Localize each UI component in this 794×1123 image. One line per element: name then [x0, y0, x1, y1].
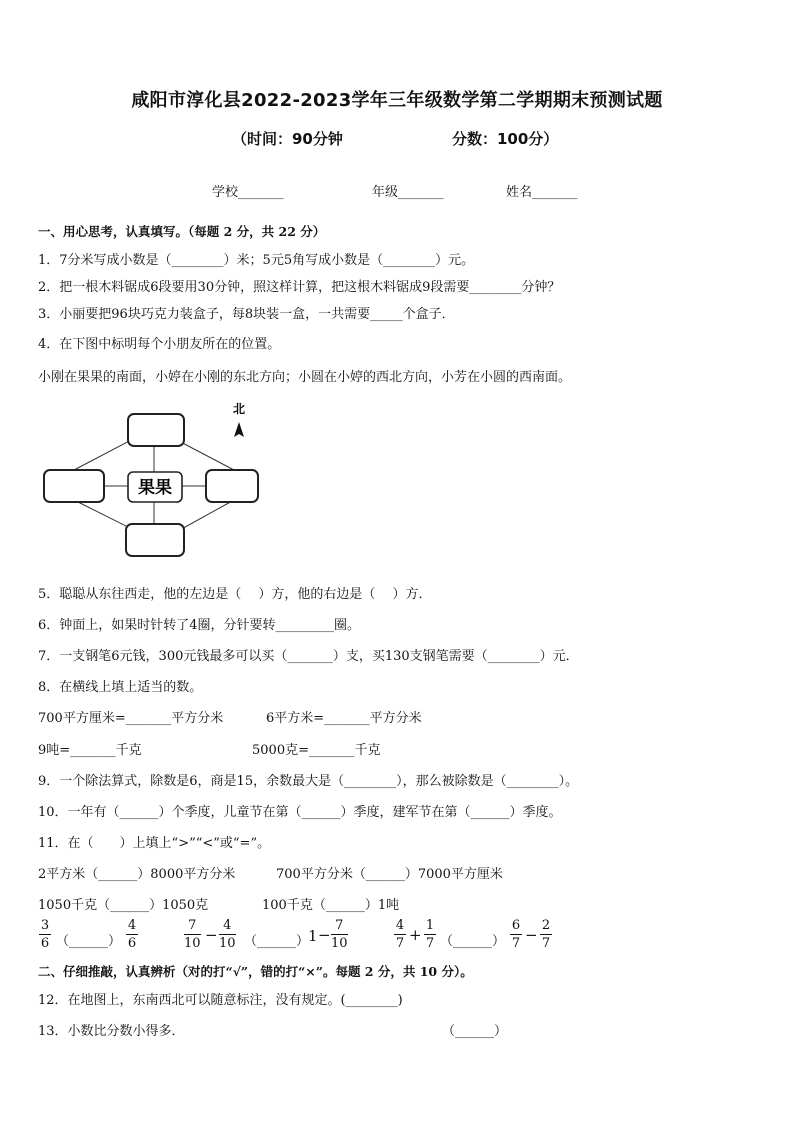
fraction-4-7	[394, 918, 406, 951]
question-1: 1．7分米写成小数是（________）米；5元5角写成小数是（________）元。	[38, 253, 475, 268]
question-10: 10．一年有（______）个季度，儿童节在第（______）季度，建军节在第（______）季度。	[38, 805, 562, 820]
question-12: 12．在地图上，东南西北可以随意标注，没有规定。(________)	[38, 993, 403, 1008]
question-13-answer-blank[interactable]: （______）	[442, 1024, 508, 1039]
fraction-4-10	[219, 918, 236, 951]
denominator: 6	[40, 936, 50, 951]
question-8: 8．在横线上填上适当的数。	[38, 680, 203, 695]
question-3: 3．小丽要把96块巧克力装盒子，每8块装一盒，一共需要_____个盒子．	[38, 307, 455, 322]
school-field[interactable]: 学校_______	[212, 185, 284, 200]
question-11-a: 2平方米（______）8000平方分米	[38, 867, 236, 882]
one-value: 1	[308, 927, 318, 945]
comparison-blank-3[interactable]: （______）	[440, 934, 506, 949]
name-field[interactable]: 姓名_______	[506, 185, 578, 200]
question-7: 7．一支钢笔6元钱，300元钱最多可以买（_______）支，买130支钢笔需要（________）元．	[38, 649, 579, 664]
minus-sign: −	[205, 926, 218, 944]
denominator: 7	[511, 936, 521, 951]
position-box-west[interactable]	[44, 470, 104, 502]
question-11-b: 700平方分米（______）7000平方厘米	[276, 867, 503, 882]
fraction-4-6	[126, 918, 138, 951]
fraction-3-6	[39, 918, 51, 951]
exam-score: 分数：100分）	[452, 130, 559, 148]
numerator: 6	[511, 918, 521, 933]
question-8-b: 6平方米=_______平方分米	[266, 711, 422, 726]
section-1-heading: 一、用心思考，认真填写。（每题 2 分，共 22 分）	[38, 224, 326, 239]
page-title: 咸阳市淳化县2022-2023学年三年级数学第二学期期末预测试题	[131, 90, 663, 111]
numerator: 7	[188, 918, 197, 933]
question-9: 9．一个除法算式，除数是6，商是15，余数最大是（________），那么被除数是（________）。	[38, 774, 579, 789]
numerator: 4	[395, 918, 405, 933]
denominator: 10	[219, 936, 236, 951]
numerator: 1	[425, 918, 435, 933]
question-11-d: 100千克（______）1吨	[262, 898, 400, 913]
north-label: 北	[232, 402, 246, 416]
comparison-blank-2[interactable]: （______）	[244, 934, 310, 949]
question-5: 5．聪聪从东往西走，他的左边是（ ）方，他的右边是（ ）方．	[38, 587, 432, 602]
denominator: 6	[127, 936, 137, 951]
numerator: 2	[541, 918, 551, 933]
position-box-east[interactable]	[206, 470, 258, 502]
fraction-1-7	[424, 918, 436, 951]
question-4-description: 小刚在果果的南面，小婷在小刚的东北方向；小圆在小婷的西北方向，小芳在小圆的西南面。	[38, 370, 572, 385]
question-11-c: 1050千克（______）1050克	[38, 898, 209, 913]
question-8-c: 9吨=_______千克	[38, 743, 142, 758]
fraction-6-7	[510, 918, 522, 951]
numerator: 4	[223, 918, 232, 933]
fraction-7-10	[184, 918, 201, 951]
question-8-a: 700平方厘米=_______平方分米	[38, 711, 224, 726]
plus-sign: +	[409, 926, 422, 944]
position-box-north[interactable]	[128, 414, 184, 446]
denominator: 7	[541, 936, 551, 951]
position-diagram	[38, 400, 268, 572]
denominator: 10	[184, 936, 201, 951]
grade-field[interactable]: 年级_______	[372, 185, 444, 200]
exam-time: （时间：90分钟	[232, 130, 343, 148]
denominator: 7	[395, 936, 405, 951]
question-6: 6．钟面上，如果时针转了4圈，分针要转_________圈。	[38, 618, 361, 633]
north-arrow-icon	[234, 422, 244, 437]
numerator: 7	[335, 918, 344, 933]
section-2-heading: 二、仔细推敲，认真辨析（对的打“√”，错的打“×”。每题 2 分，共 10 分）。	[38, 964, 473, 979]
fraction-2-7	[540, 918, 552, 951]
fraction-7-10-b	[331, 918, 348, 951]
minus-sign: −	[525, 926, 538, 944]
minus-sign: −	[318, 926, 331, 944]
position-box-south[interactable]	[126, 524, 184, 556]
center-label: 果果	[138, 478, 172, 498]
question-8-d: 5000克=_______千克	[252, 743, 381, 758]
numerator: 3	[40, 918, 50, 933]
comparison-blank-1[interactable]: （______）	[56, 934, 122, 949]
question-11: 11．在（ ）上填上“>”“<”或“=”。	[38, 836, 271, 851]
denominator: 10	[331, 936, 348, 951]
question-13: 13．小数比分数小得多．	[38, 1024, 185, 1039]
question-2: 2．把一根木料锯成6段要用30分钟，照这样计算，把这根木料锯成9段需要________分钟？	[38, 280, 561, 295]
denominator: 7	[425, 936, 435, 951]
numerator: 4	[127, 918, 137, 933]
question-4: 4．在下图中标明每个小朋友所在的位置。	[38, 337, 281, 352]
